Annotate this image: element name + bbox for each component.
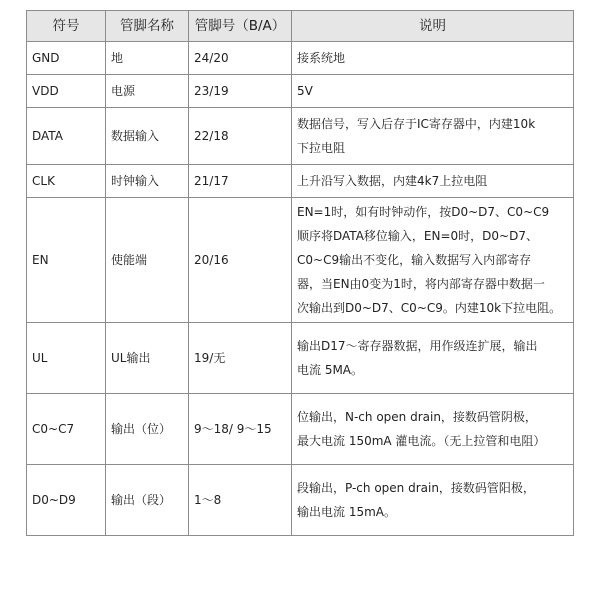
description-line: 次输出到D0~D7、C0~C9。内建10k下拉电阻。	[297, 301, 562, 315]
pin-name-cell: 输出（段）	[106, 465, 189, 536]
table-body	[27, 42, 574, 536]
pin-definition-table	[26, 10, 574, 536]
description-cell	[292, 165, 574, 198]
description-line: 电流 5MA。	[297, 363, 364, 377]
pin-name-cell: 时钟输入	[106, 165, 189, 198]
description-cell	[292, 394, 574, 465]
symbol-cell: GND	[27, 42, 106, 75]
pin-number-cell: 19/无	[189, 323, 292, 394]
header-description: 说明	[292, 11, 574, 42]
symbol-cell: C0~C7	[27, 394, 106, 465]
description-line: 段输出，P-ch open drain，接数码管阳极，	[297, 481, 535, 495]
description-cell	[292, 465, 574, 536]
description-cell	[292, 323, 574, 394]
description-line: 位输出，N-ch open drain，接数码管阴极，	[297, 410, 537, 424]
description-line: 数据信号，写入后存于IC寄存器中，内建10k	[297, 117, 536, 131]
pin-name-cell: 电源	[106, 75, 189, 108]
table-row	[27, 75, 574, 108]
symbol-cell: DATA	[27, 108, 106, 165]
pin-name-cell: 地	[106, 42, 189, 75]
pin-number-cell: 22/18	[189, 108, 292, 165]
description-line: 最大电流 150mA 灌电流。（无上拉管和电阻）	[297, 434, 546, 448]
description-cell	[292, 108, 574, 165]
description-cell	[292, 198, 574, 323]
description-line: 接系统地	[297, 51, 346, 65]
symbol-cell: CLK	[27, 165, 106, 198]
table-row	[27, 42, 574, 75]
pin-name-cell: 使能端	[106, 198, 189, 323]
table-row	[27, 198, 574, 323]
header-pin-name: 管脚名称	[106, 11, 189, 42]
table-row	[27, 394, 574, 465]
description-line: EN=1时，如有时钟动作，按D0~D7、C0~C9	[297, 205, 550, 219]
description-line: 下拉电阻	[297, 141, 346, 155]
description-line: 顺序将DATA移位输入，EN=0时，D0~D7、	[297, 229, 538, 243]
header-pin-number: 管脚号（B/A）	[189, 11, 292, 42]
description-line: 输出D17～寄存器数据，用作级连扩展，输出	[297, 339, 538, 353]
description-line: 5V	[297, 84, 313, 98]
description-line: C0~C9输出不变化，输入数据写入内部寄存	[297, 253, 532, 267]
pin-name-cell: UL输出	[106, 323, 189, 394]
description-cell	[292, 42, 574, 75]
table-row	[27, 165, 574, 198]
symbol-cell: D0~D9	[27, 465, 106, 536]
pin-number-cell: 20/16	[189, 198, 292, 323]
pin-number-cell: 23/19	[189, 75, 292, 108]
table-header-row	[27, 11, 574, 42]
pin-name-cell: 输出（位）	[106, 394, 189, 465]
pin-number-cell: 9～18/ 9～15	[189, 394, 292, 465]
description-line: 器，当EN由0变为1时，将内部寄存器中数据一	[297, 277, 545, 291]
symbol-cell: VDD	[27, 75, 106, 108]
description-line: 输出电流 15mA。	[297, 505, 396, 519]
pin-number-cell: 21/17	[189, 165, 292, 198]
symbol-cell: UL	[27, 323, 106, 394]
pin-name-cell: 数据输入	[106, 108, 189, 165]
pin-number-cell: 24/20	[189, 42, 292, 75]
symbol-cell: EN	[27, 198, 106, 323]
table-row	[27, 323, 574, 394]
table-row	[27, 108, 574, 165]
description-line: 上升沿写入数据，内建4k7上拉电阻	[297, 174, 488, 188]
description-cell	[292, 75, 574, 108]
table-row	[27, 465, 574, 536]
pin-number-cell: 1～8	[189, 465, 292, 536]
header-symbol: 符号	[27, 11, 106, 42]
